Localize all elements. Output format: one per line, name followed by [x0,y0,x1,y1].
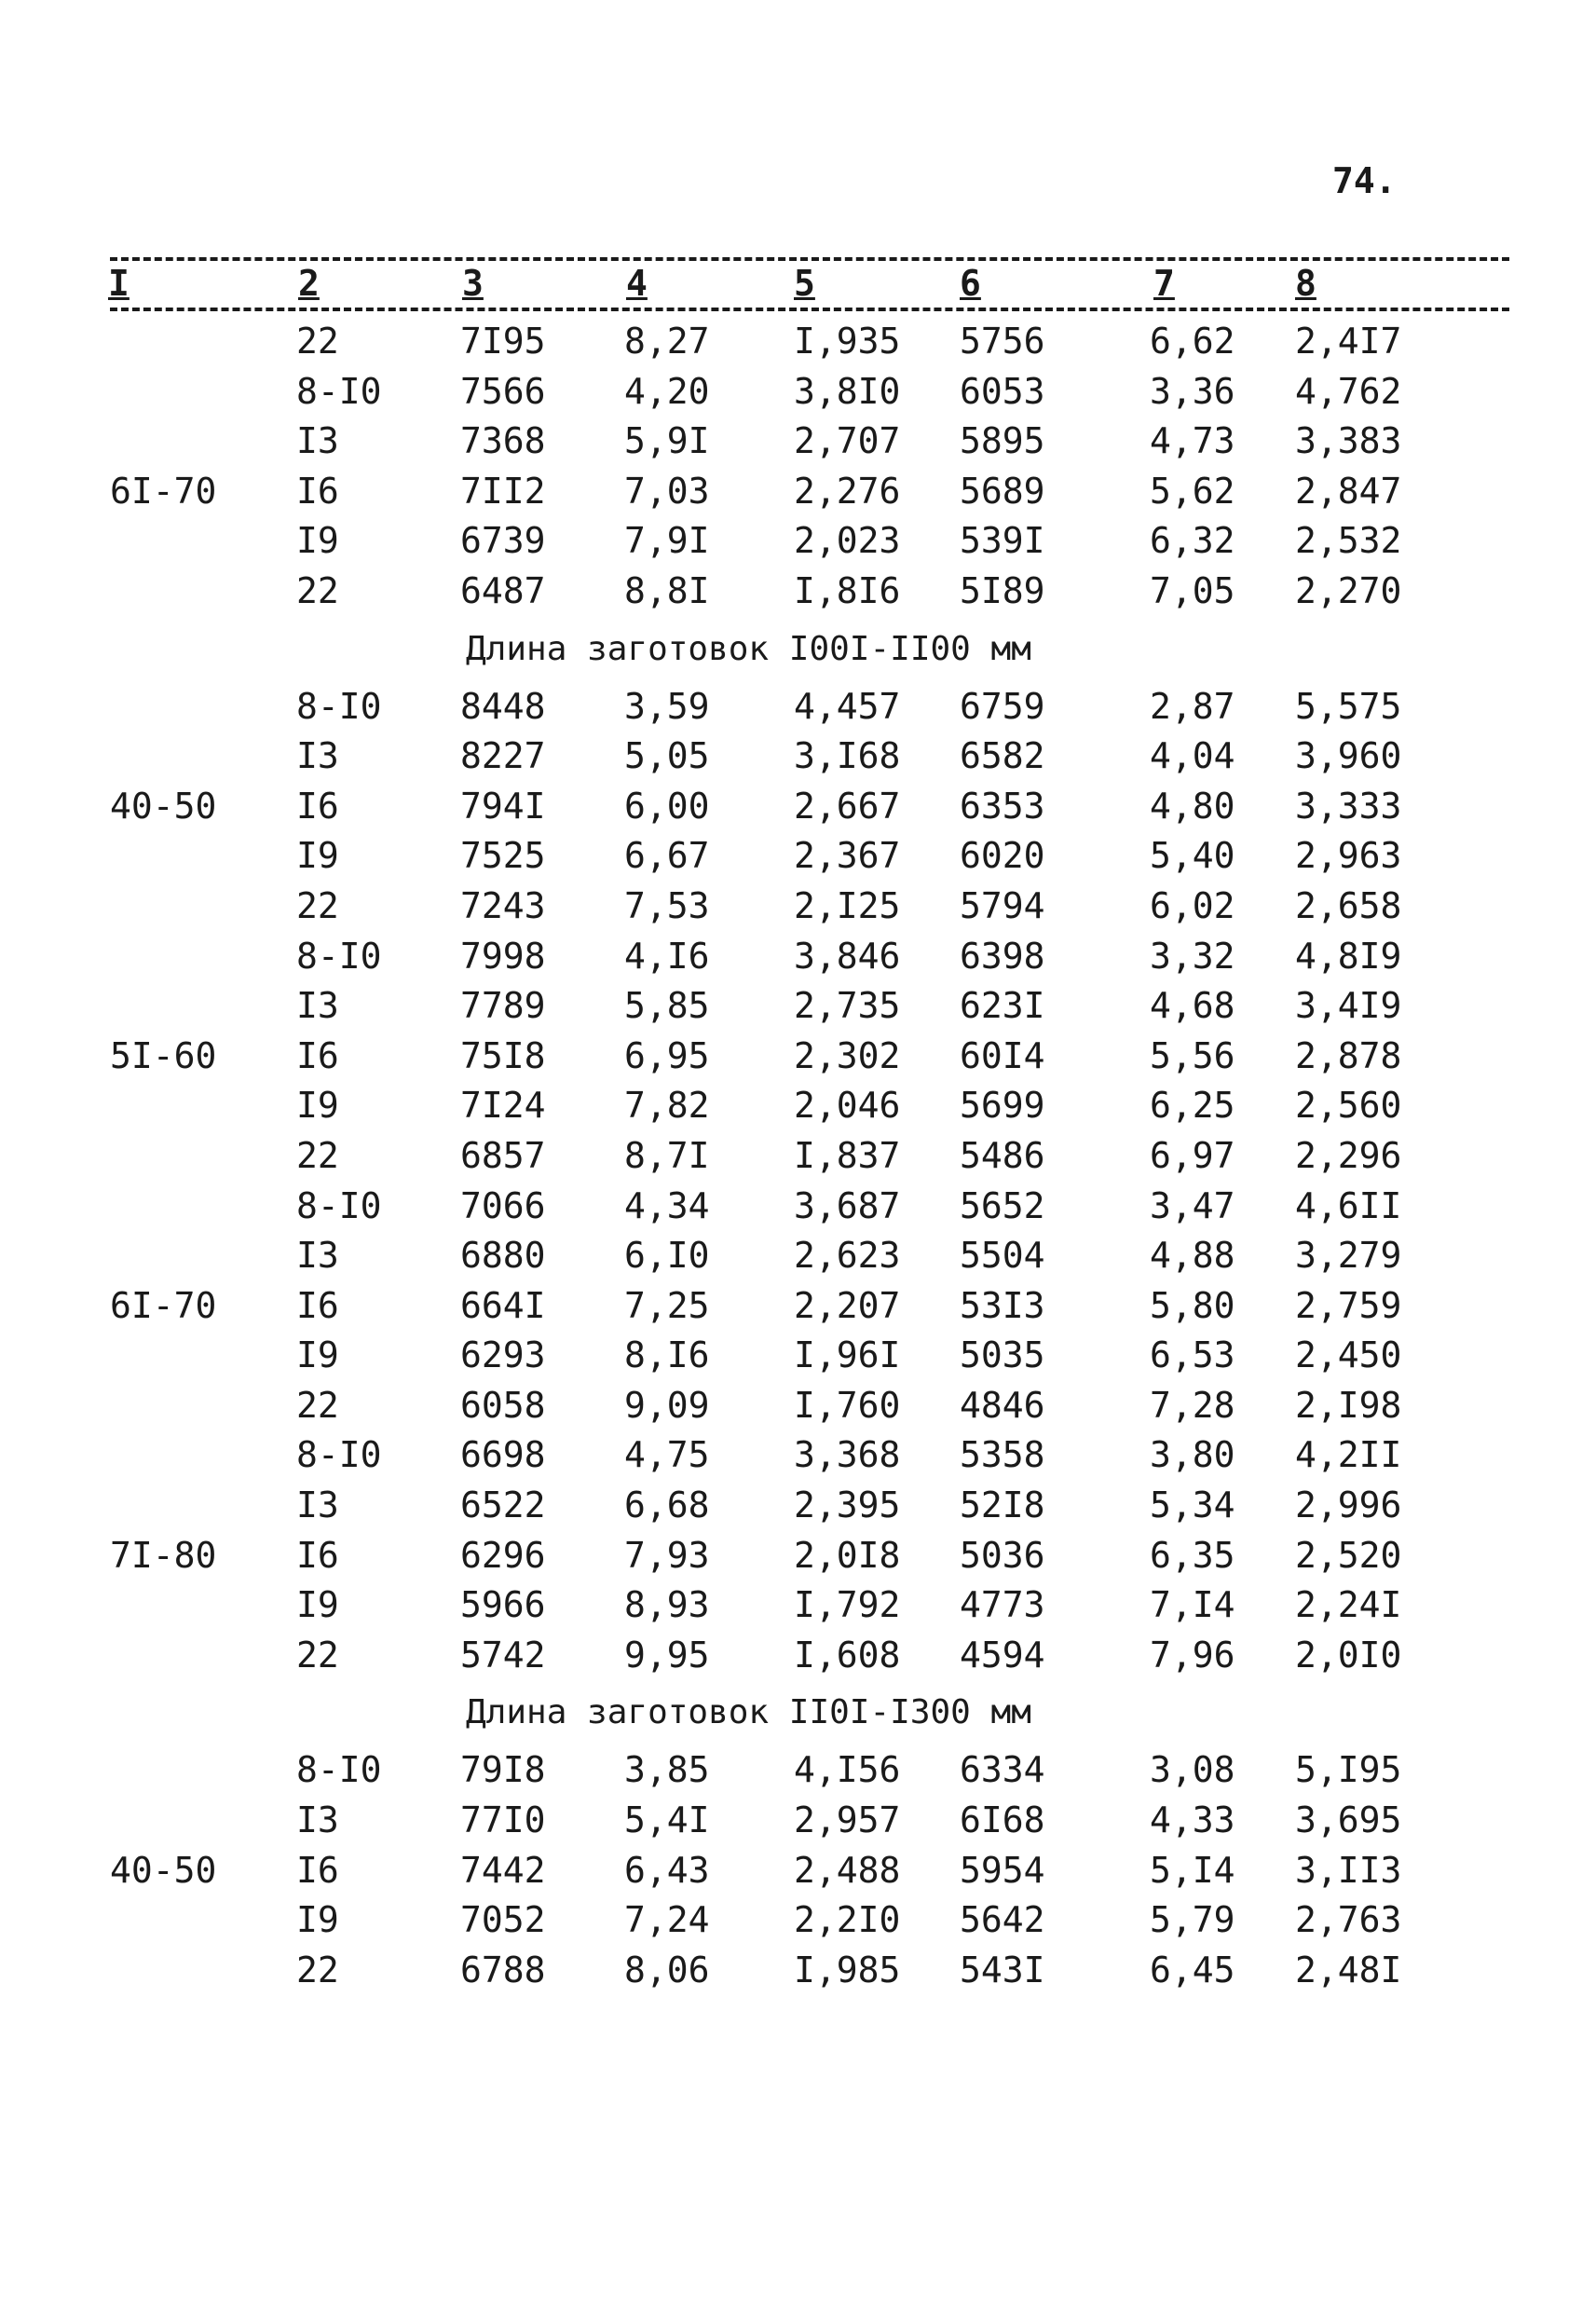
table-cell-col4: 8,06 [624,1949,710,1991]
table-cell-col8: 2,48I [1295,1949,1402,1991]
table-cell-col3: 75I8 [460,1034,546,1076]
table-cell-col4: 8,93 [624,1584,710,1626]
table-cell-col6: 6759 [960,685,1045,727]
table-cell-col2: I6 [296,470,339,512]
table-row [0,1430,1596,1481]
table-cell-col4: 6,00 [624,785,710,827]
table-cell-col6: 6I68 [960,1799,1045,1841]
table-cell-col3: 794I [460,785,546,827]
table-cell-col3: 5742 [460,1634,546,1676]
table-cell-col8: 3,333 [1295,785,1402,827]
table-cell-col8: 2,24I [1295,1584,1402,1626]
table-cell-col7: 6,53 [1150,1334,1235,1376]
table-cell-col2: 8-I0 [296,1434,382,1476]
table-cell-col3: 7525 [460,835,546,877]
table-cell-col2: 22 [296,1134,339,1176]
table-cell-col2: I3 [296,1235,339,1277]
table-cell-col2: 8-I0 [296,370,382,412]
table-cell-col3: 7998 [460,935,546,977]
table-cell-col4: 9,95 [624,1634,710,1676]
table-cell-col6: 5358 [960,1434,1045,1476]
table-cell-col2: I6 [296,1284,339,1326]
table-cell-col7: 6,35 [1150,1534,1235,1576]
table-cell-col5: 2,207 [794,1284,901,1326]
table-row [0,1081,1596,1131]
table-cell-col2: I3 [296,735,339,777]
table-cell-col2: I9 [296,1085,339,1127]
table-cell-col8: 2,270 [1295,569,1402,611]
table-cell-col8: 5,I95 [1295,1749,1402,1791]
table-cell-col7: 7,28 [1150,1384,1235,1426]
table-cell-col5: 4,457 [794,685,901,727]
table-cell-col1: 40-50 [110,785,217,827]
table-cell-col7: 3,47 [1150,1184,1235,1226]
table-cell-col2: 8-I0 [296,1184,382,1226]
table-row [0,367,1596,417]
table-cell-col1: 40-50 [110,1849,217,1891]
table-cell-col8: 2,763 [1295,1899,1402,1941]
table-cell-col6: 5035 [960,1334,1045,1376]
table-cell-col7: 6,25 [1150,1085,1235,1127]
column-header-5: 5 [794,263,815,304]
table-cell-col7: 5,34 [1150,1484,1235,1526]
table-cell-col4: 8,I6 [624,1334,710,1376]
table-cell-col7: 6,97 [1150,1134,1235,1176]
column-header-4: 4 [626,263,648,304]
table-cell-col6: 5486 [960,1134,1045,1176]
table-cell-col6: 6020 [960,835,1045,877]
table-cell-col7: 5,56 [1150,1034,1235,1076]
table-cell-col7: 4,68 [1150,985,1235,1027]
table-cell-col5: 2,395 [794,1484,901,1526]
table-cell-col4: 5,4I [624,1799,710,1841]
table-cell-col3: 5966 [460,1584,546,1626]
table-cell-col4: 6,67 [624,835,710,877]
table-cell-col4: 7,53 [624,884,710,926]
table-cell-col5: 2,023 [794,520,901,562]
table-cell-col7: 4,80 [1150,785,1235,827]
table-cell-col1: 5I-60 [110,1034,217,1076]
table-row [0,1481,1596,1531]
table-cell-col7: 3,80 [1150,1434,1235,1476]
table-cell-col2: 22 [296,1634,339,1676]
table-cell-col3: 6522 [460,1484,546,1526]
table-row [0,1182,1596,1232]
table-cell-col4: 4,34 [624,1184,710,1226]
table-cell-col6: 5I89 [960,569,1045,611]
table-cell-col2: I9 [296,520,339,562]
table-cell-col3: 7II2 [460,470,546,512]
table-cell-col4: 7,03 [624,470,710,512]
table-cell-col5: I,96I [794,1334,901,1376]
table-cell-col2: I9 [296,1899,339,1941]
table-row [0,1796,1596,1846]
table-cell-col3: 6788 [460,1949,546,1991]
table-cell-col4: 6,43 [624,1849,710,1891]
table-cell-col7: 6,45 [1150,1949,1235,1991]
table-cell-col6: 5652 [960,1184,1045,1226]
table-row [0,732,1596,782]
table-cell-col2: I6 [296,1034,339,1076]
table-cell-col5: I,792 [794,1584,901,1626]
table-cell-col2: 22 [296,1384,339,1426]
table-cell-col7: 3,32 [1150,935,1235,977]
table-cell-col4: 6,68 [624,1484,710,1526]
column-header-2: 2 [298,263,320,304]
table-cell-col7: 6,32 [1150,520,1235,562]
table-cell-col5: 2,488 [794,1849,901,1891]
table-cell-col2: 8-I0 [296,935,382,977]
table-row [0,1631,1596,1681]
table-cell-col7: 5,40 [1150,835,1235,877]
table-cell-col1: 6I-70 [110,1284,217,1326]
table-cell-col3: 6058 [460,1384,546,1426]
table-cell-col7: 3,36 [1150,370,1235,412]
table-cell-col8: 2,759 [1295,1284,1402,1326]
table-cell-col7: 4,33 [1150,1799,1235,1841]
table-row [0,516,1596,567]
table-cell-col5: 2,046 [794,1085,901,1127]
section-heading-row [0,617,1596,682]
table-cell-col5: 2,2I0 [794,1899,901,1941]
table-row [0,782,1596,832]
column-header-1: I [108,263,130,304]
table-cell-col4: 3,59 [624,685,710,727]
table-cell-col3: 6296 [460,1534,546,1576]
table-cell-col6: 5504 [960,1235,1045,1277]
table-cell-col6: 5954 [960,1849,1045,1891]
table-cell-col5: 2,735 [794,985,901,1027]
table-row [0,1331,1596,1381]
table-cell-col6: 543I [960,1949,1045,1991]
column-header-3: 3 [462,263,484,304]
table-row [0,1946,1596,1996]
table-cell-col6: 60I4 [960,1034,1045,1076]
section-heading: Длина заготовок II0I-I300 мм [466,1693,1031,1732]
table-row [0,417,1596,467]
table-cell-col7: 7,I4 [1150,1584,1235,1626]
table-cell-col6: 6053 [960,370,1045,412]
table-cell-col2: I3 [296,985,339,1027]
table-cell-col4: 7,24 [624,1899,710,1941]
table-cell-col5: 2,276 [794,470,901,512]
table-cell-col2: I3 [296,1799,339,1841]
table-cell-col5: I,985 [794,1949,901,1991]
table-cell-col5: 3,8I0 [794,370,901,412]
table-cell-col6: 53I3 [960,1284,1045,1326]
table-cell-col8: 2,847 [1295,470,1402,512]
table-cell-col7: 4,88 [1150,1235,1235,1277]
table-cell-col3: 6739 [460,520,546,562]
table-cell-col6: 6353 [960,785,1045,827]
table-cell-col8: 3,960 [1295,735,1402,777]
table-cell-col2: I3 [296,420,339,462]
table-cell-col8: 2,520 [1295,1534,1402,1576]
table-cell-col8: 3,695 [1295,1799,1402,1841]
table-cell-col5: 3,I68 [794,735,901,777]
table-cell-col8: 2,I98 [1295,1384,1402,1426]
table-cell-col6: 6582 [960,735,1045,777]
table-cell-col3: 7789 [460,985,546,1027]
table-cell-col3: 6880 [460,1235,546,1277]
table-cell-col5: I,760 [794,1384,901,1426]
table-cell-col8: 2,878 [1295,1034,1402,1076]
table-cell-col8: 2,296 [1295,1134,1402,1176]
table-cell-col2: 8-I0 [296,1749,382,1791]
table-cell-col5: I,608 [794,1634,901,1676]
table-cell-col5: 3,368 [794,1434,901,1476]
table-row [0,1231,1596,1281]
table-cell-col4: 5,9I [624,420,710,462]
table-cell-col3: 8448 [460,685,546,727]
table-cell-col3: 7I24 [460,1085,546,1127]
column-header-7: 7 [1153,263,1175,304]
table-cell-col4: 6,95 [624,1034,710,1076]
table-cell-col4: 8,7I [624,1134,710,1176]
table-cell-col2: I9 [296,835,339,877]
table-cell-col5: 2,0I8 [794,1534,901,1576]
table-cell-col2: 22 [296,884,339,926]
table-cell-col8: 2,996 [1295,1484,1402,1526]
table-row [0,1895,1596,1946]
table-cell-col3: 6293 [460,1334,546,1376]
table-cell-col5: 2,667 [794,785,901,827]
table-cell-col3: 7I95 [460,321,546,362]
table-cell-col5: 3,846 [794,935,901,977]
table-cell-col4: 5,05 [624,735,710,777]
page-number: 74. [1332,160,1397,201]
table-cell-col3: 7566 [460,370,546,412]
table-cell-col3: 6698 [460,1434,546,1476]
table-cell-col7: 2,87 [1150,685,1235,727]
table-cell-col2: 22 [296,1949,339,1991]
table-cell-col5: 2,707 [794,420,901,462]
table-header [0,263,1596,309]
table-cell-col2: I6 [296,1534,339,1576]
table-cell-col8: 2,560 [1295,1085,1402,1127]
table-cell-col7: 5,I4 [1150,1849,1235,1891]
table-cell-col8: 4,8I9 [1295,935,1402,977]
table-row [0,981,1596,1032]
table-row [0,1381,1596,1431]
table-cell-col5: 2,I25 [794,884,901,926]
table-cell-col8: 4,2II [1295,1434,1402,1476]
table-cell-col4: 7,82 [624,1085,710,1127]
table-cell-col3: 8227 [460,735,546,777]
table-body [0,317,1596,1995]
table-cell-col8: 3,383 [1295,420,1402,462]
table-row [0,1846,1596,1896]
table-cell-col6: 5036 [960,1534,1045,1576]
table-cell-col8: 3,279 [1295,1235,1402,1277]
table-cell-col7: 4,73 [1150,420,1235,462]
table-cell-col4: 4,75 [624,1434,710,1476]
table-cell-col5: 2,623 [794,1235,901,1277]
table-cell-col8: 2,963 [1295,835,1402,877]
table-cell-col7: 3,08 [1150,1749,1235,1791]
table-cell-col8: 2,450 [1295,1334,1402,1376]
table-cell-col8: 4,762 [1295,370,1402,412]
table-cell-col3: 6487 [460,569,546,611]
table-cell-col3: 6857 [460,1134,546,1176]
table-cell-col6: 5895 [960,420,1045,462]
table-cell-col4: 4,20 [624,370,710,412]
table-cell-col8: 3,4I9 [1295,985,1402,1027]
table-cell-col7: 5,79 [1150,1899,1235,1941]
table-cell-col6: 539I [960,520,1045,562]
table-cell-col5: 2,367 [794,835,901,877]
table-row [0,317,1596,367]
table-cell-col6: 5699 [960,1085,1045,1127]
table-cell-col2: 8-I0 [296,685,382,727]
table-cell-col2: I9 [296,1334,339,1376]
table-cell-col6: 6334 [960,1749,1045,1791]
table-cell-col5: 4,I56 [794,1749,901,1791]
table-row [0,467,1596,517]
table-cell-col6: 5642 [960,1899,1045,1941]
table-cell-col6: 4846 [960,1384,1045,1426]
table-cell-col3: 77I0 [460,1799,546,1841]
header-top-rule [110,257,1509,261]
table-cell-col4: 6,I0 [624,1235,710,1277]
section-heading-row [0,1680,1596,1745]
table-cell-col1: 7I-80 [110,1534,217,1576]
table-row [0,1131,1596,1182]
table-cell-col6: 5756 [960,321,1045,362]
column-header-6: 6 [960,263,981,304]
table-cell-col3: 79I8 [460,1749,546,1791]
table-cell-col2: I6 [296,785,339,827]
table-cell-col4: 8,8I [624,569,710,611]
table-cell-col7: 6,02 [1150,884,1235,926]
table-cell-col4: 5,85 [624,985,710,1027]
table-cell-col8: 3,II3 [1295,1849,1402,1891]
table-cell-col7: 4,04 [1150,735,1235,777]
table-cell-col6: 4594 [960,1634,1045,1676]
table-cell-col6: 52I8 [960,1484,1045,1526]
table-cell-col5: 2,957 [794,1799,901,1841]
table-row [0,932,1596,982]
column-header-8: 8 [1295,263,1316,304]
table-cell-col8: 5,575 [1295,685,1402,727]
section-heading: Длина заготовок I00I-II00 мм [466,629,1031,668]
table-row [0,1531,1596,1581]
table-cell-col3: 7368 [460,420,546,462]
table-cell-col8: 2,4I7 [1295,321,1402,362]
table-cell-col7: 7,96 [1150,1634,1235,1676]
table-cell-col5: I,837 [794,1134,901,1176]
table-cell-col4: 7,93 [624,1534,710,1576]
table-cell-col5: 2,302 [794,1034,901,1076]
table-cell-col7: 5,80 [1150,1284,1235,1326]
table-row [0,1281,1596,1332]
table-row [0,831,1596,882]
table-cell-col8: 2,0I0 [1295,1634,1402,1676]
table-cell-col4: 7,25 [624,1284,710,1326]
table-cell-col5: I,8I6 [794,569,901,611]
table-cell-col3: 7243 [460,884,546,926]
table-row [0,1745,1596,1796]
table-row [0,1032,1596,1082]
table-cell-col6: 5794 [960,884,1045,926]
table-cell-col3: 7066 [460,1184,546,1226]
table-cell-col8: 2,532 [1295,520,1402,562]
table-cell-col6: 6398 [960,935,1045,977]
table-cell-col8: 4,6II [1295,1184,1402,1226]
table-row [0,682,1596,732]
table-cell-col2: I3 [296,1484,339,1526]
table-cell-col6: 5689 [960,470,1045,512]
table-cell-col7: 5,62 [1150,470,1235,512]
table-cell-col6: 4773 [960,1584,1045,1626]
table-cell-col5: I,935 [794,321,901,362]
table-cell-col3: 664I [460,1284,546,1326]
table-cell-col3: 7052 [460,1899,546,1941]
table-cell-col3: 7442 [460,1849,546,1891]
table-row [0,567,1596,617]
table-cell-col2: 22 [296,321,339,362]
table-cell-col4: 7,9I [624,520,710,562]
table-cell-col8: 2,658 [1295,884,1402,926]
table-row [0,882,1596,932]
table-cell-col2: I6 [296,1849,339,1891]
table-cell-col2: 22 [296,569,339,611]
table-cell-col7: 7,05 [1150,569,1235,611]
table-cell-col4: 9,09 [624,1384,710,1426]
table-cell-col4: 3,85 [624,1749,710,1791]
table-cell-col4: 4,I6 [624,935,710,977]
table-cell-col4: 8,27 [624,321,710,362]
table-cell-col2: I9 [296,1584,339,1626]
table-cell-col7: 6,62 [1150,321,1235,362]
table-cell-col5: 3,687 [794,1184,901,1226]
table-row [0,1580,1596,1631]
table-cell-col6: 623I [960,985,1045,1027]
table-cell-col1: 6I-70 [110,470,217,512]
